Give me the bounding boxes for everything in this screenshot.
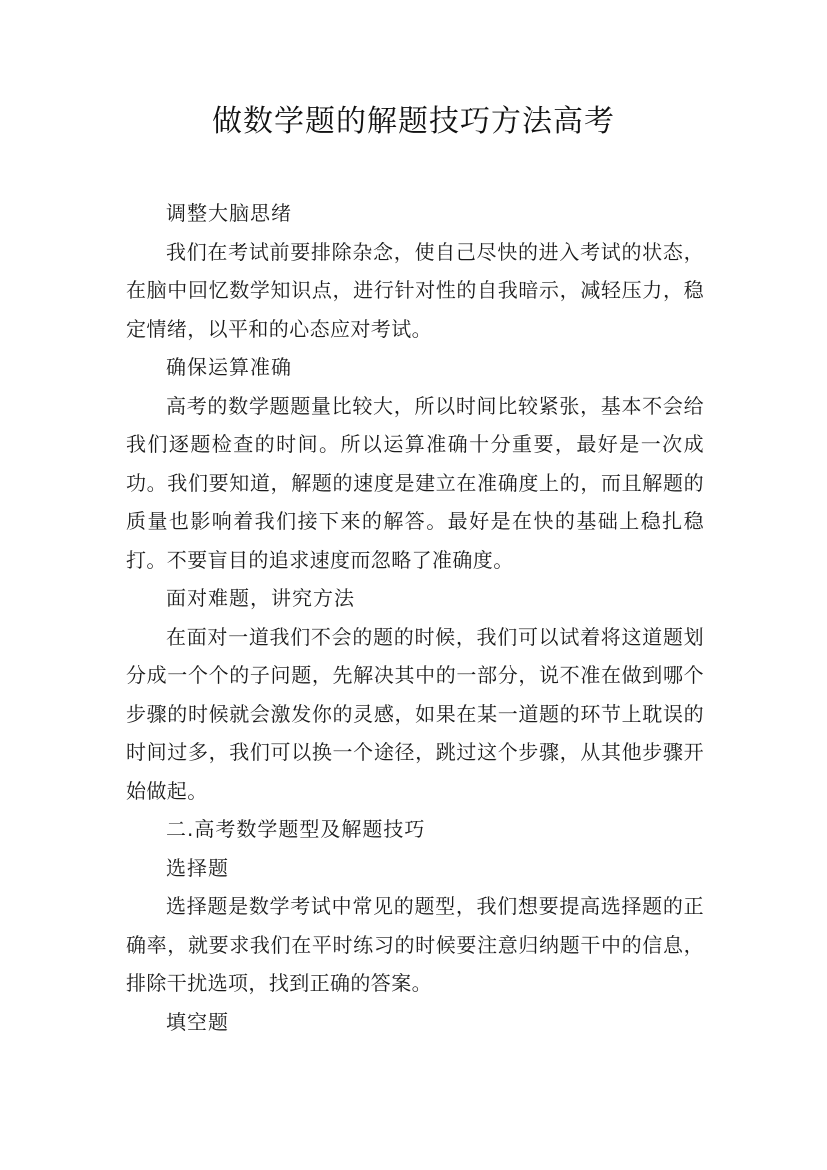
- section-heading: 二.高考数学题型及解题技巧: [166, 817, 426, 841]
- document-title: 做数学题的解题技巧方法高考: [212, 104, 615, 139]
- section-paragraph: 在面对一道我们不会的题的时候，我们可以试着将这道题划分成一个个的子问题，先解决其中的一部分，说不准在做到哪个步骤的时候就会激发你的灵感，如果在某一道题的环节上耽误的时间过多，我们可以换一个途径，跳过这个步骤，从其他步骤开始做起。: [126, 624, 704, 803]
- section-paragraph: 选择题是数学考试中常见的题型，我们想要提高选择题的正确率，就要求我们在平时练习的时候要注意归纳题干中的信息，排除干扰选项，找到正确的答案。: [126, 894, 704, 995]
- section-paragraph: 我们在考试前要排除杂念，使自己尽快的进入考试的状态，在脑中回忆数学知识点，进行针对性的自我暗示，减轻压力，稳定情绪，以平和的心态应对考试。: [126, 239, 704, 341]
- section-heading: 调整大脑思绪: [166, 201, 292, 225]
- section-heading: 面对难题，讲究方法: [166, 586, 355, 610]
- document-body: [126, 194, 704, 1041]
- section-heading: 填空题: [166, 1009, 229, 1034]
- section-paragraph: 高考的数学题题量比较大，所以时间比较紧张，基本不会给我们逐题检查的时间。所以运算准确十分重要，最好是一次成功。我们要知道，解题的速度是建立在准确度上的，而且解题的质量也影响着我们接下来的解答。最好是在快的基础上稳扎稳打。不要盲目的追求速度而忽略了准确度。: [126, 393, 704, 572]
- section-heading: 确保运算准确: [166, 355, 292, 379]
- section-heading: 选择题: [166, 855, 229, 880]
